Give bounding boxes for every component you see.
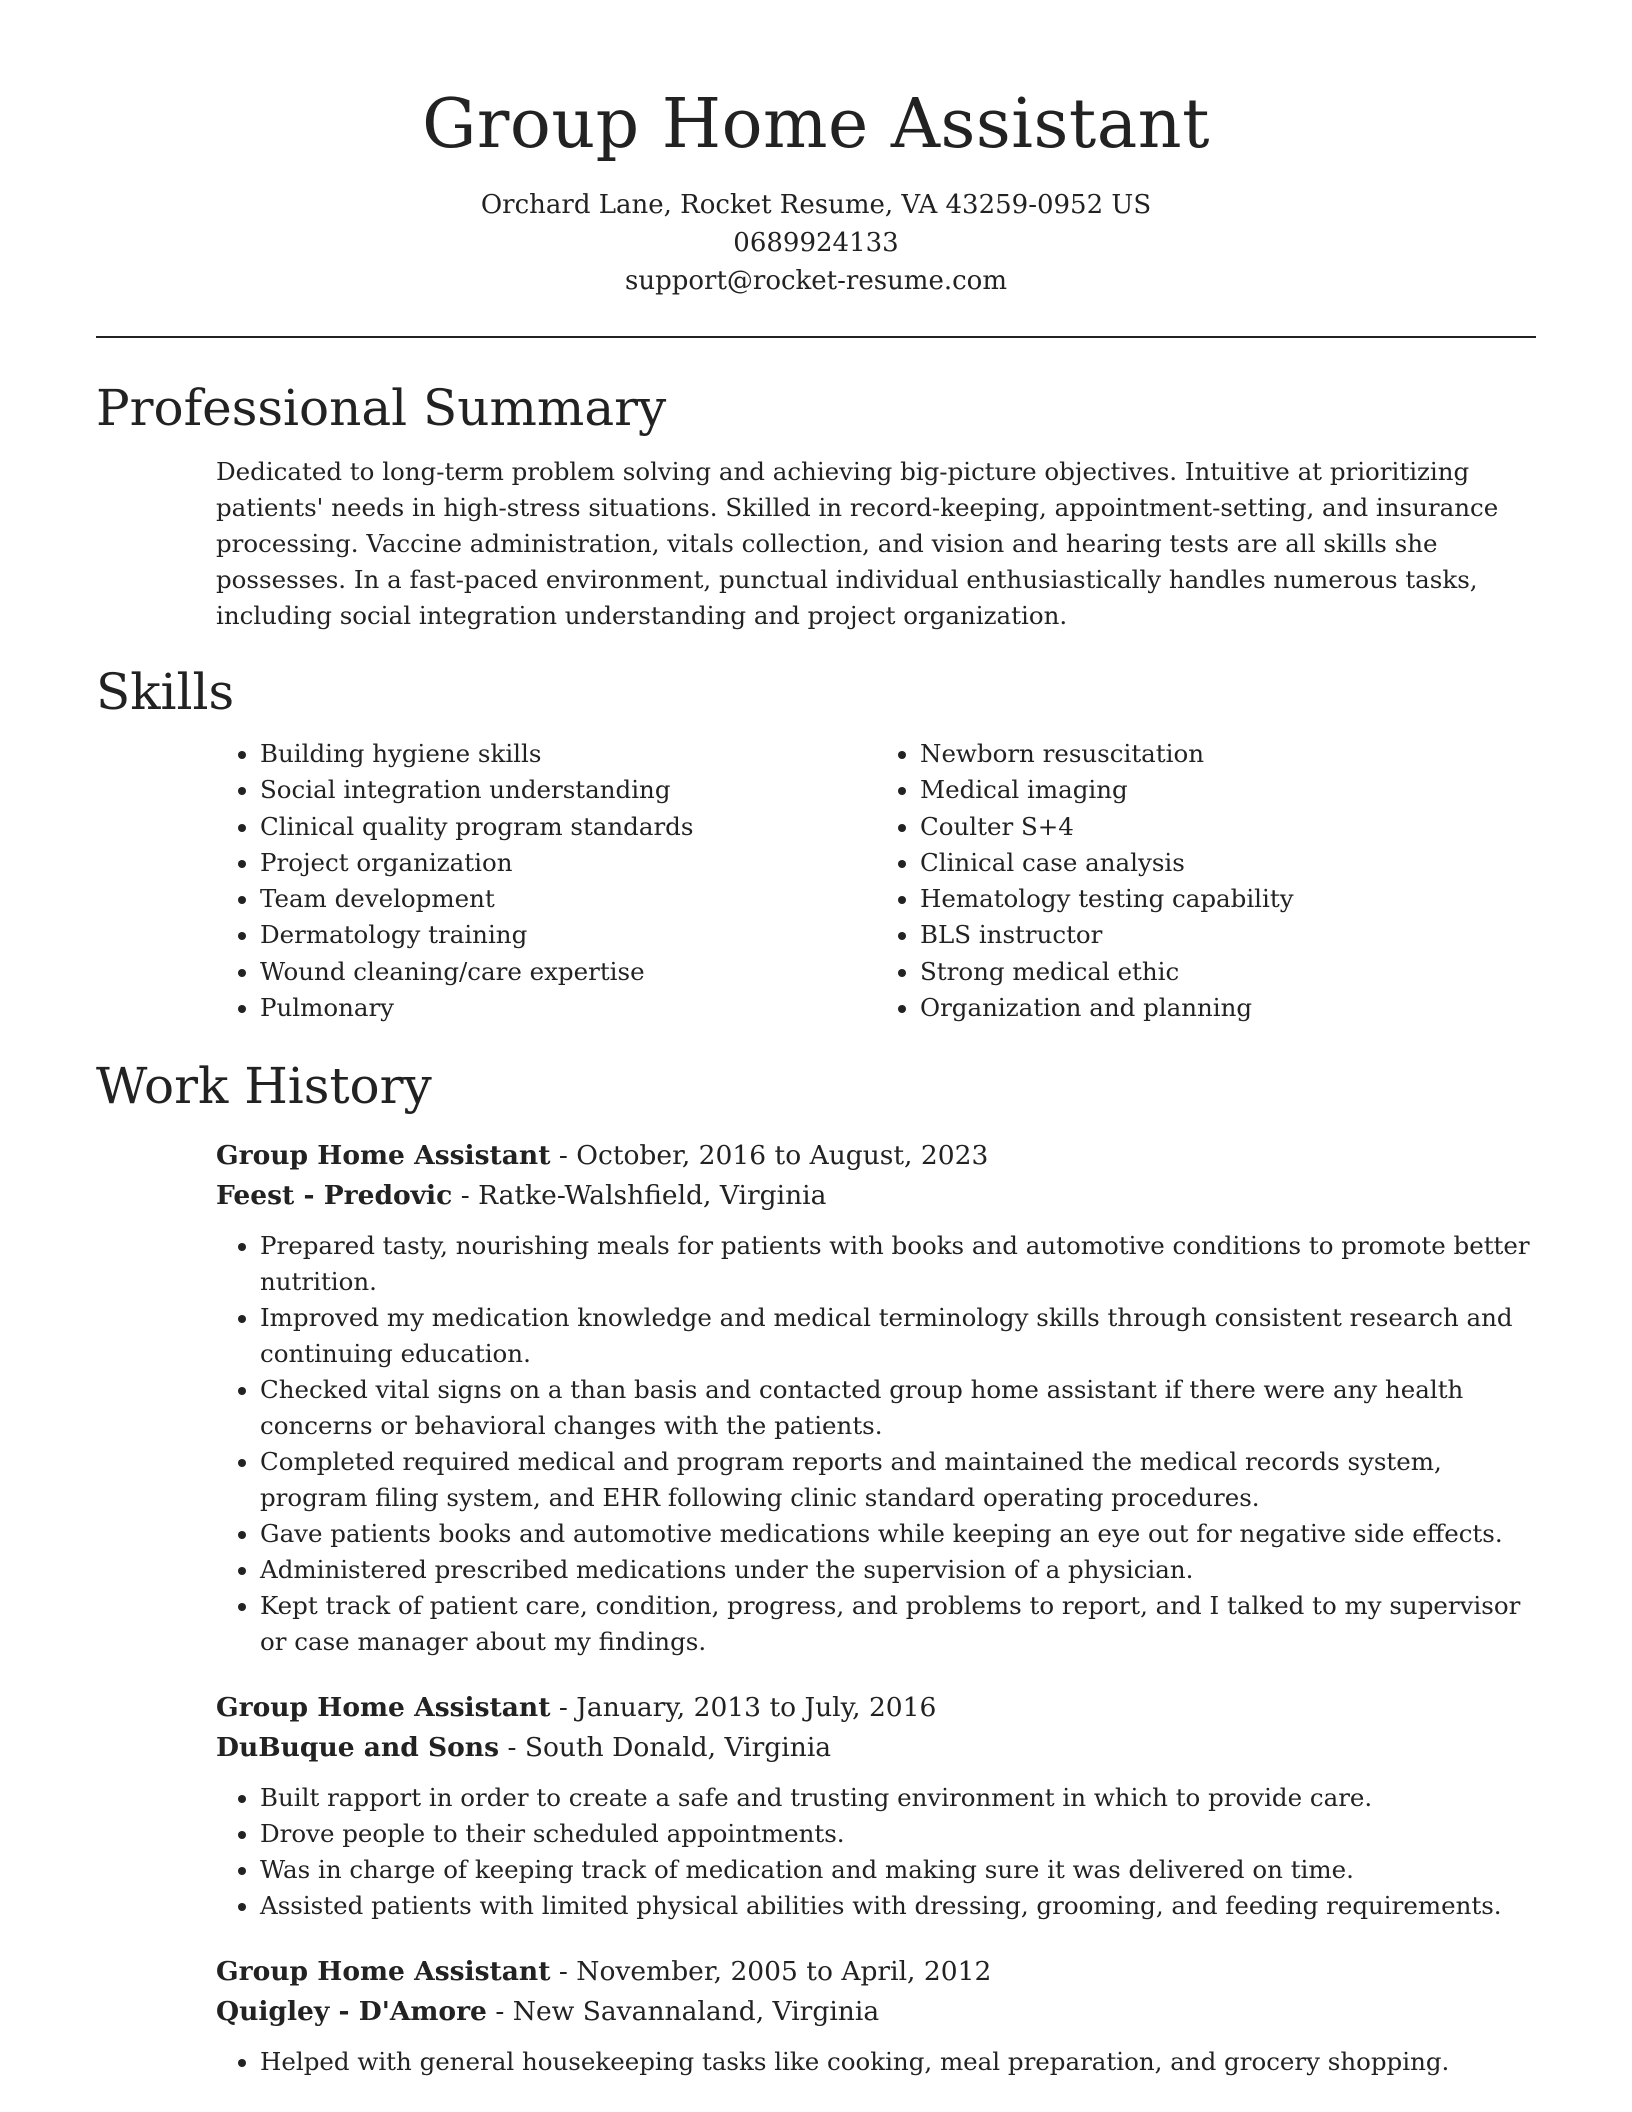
duty-item: • Helped with general housekeeping tasks like cooking, meal preparation, and grocery shopping.: [260, 2044, 1536, 2080]
job-title-line: [216, 1688, 1536, 1728]
job-entry: [216, 1688, 1536, 1924]
skill-item: • BLS instructor: [920, 917, 1536, 953]
skill-item: • Strong medical ethic: [920, 954, 1536, 990]
job-company: Quigley - D'Amore: [216, 1996, 487, 2028]
skill-item: • Team development: [260, 881, 876, 917]
resume-header: [96, 80, 1536, 300]
separator: -: [495, 1996, 513, 2028]
skill-item: • Medical imaging: [920, 772, 1536, 808]
job-company-line: [216, 1176, 1536, 1216]
skills-column-right: [876, 736, 1536, 1026]
job-duties: [216, 1780, 1536, 1924]
job-location: South Donald, Virginia: [524, 1732, 832, 1764]
job-location: New Savannaland, Virginia: [512, 1996, 880, 2028]
skill-item: • Social integration understanding: [260, 772, 876, 808]
separator: -: [558, 1692, 577, 1724]
separator: -: [558, 1956, 577, 1988]
skill-item: • Wound cleaning/care expertise: [260, 954, 876, 990]
skill-item: • Organization and planning: [920, 990, 1536, 1026]
work-history-heading: Work History: [96, 1057, 432, 1116]
duty-item: • Kept track of patient care, condition, progress, and problems to report, and I talked to my supervisor or case manager about my findings.: [260, 1588, 1536, 1660]
duty-item: • Administered prescribed medications under the supervision of a physician.: [260, 1552, 1536, 1588]
job-entry: [216, 1952, 1536, 2080]
skill-item: • Clinical quality program standards: [260, 809, 876, 845]
email-address: support@rocket-resume.com: [624, 266, 1007, 296]
job-location: Ratke-Walshfield, Virginia: [478, 1180, 827, 1212]
duty-item: • Built rapport in order to create a safe and trusting environment in which to provide care.: [260, 1780, 1536, 1816]
duty-item: • Checked vital signs on a than basis and contacted group home assistant if there were any health concerns or behavioral changes with the patients.: [260, 1372, 1536, 1444]
summary-text: Dedicated to long-term problem solving and achieving big-picture objectives. Intuitive at prioritizing patients' needs in high-stress situations. Skilled in record-keeping, appointment-setting, and insurance processing. Vaccine administration, vitals collection, and vision and hearing tests are all skills she possesses. In a fast-paced environment, punctual individual enthusiastically handles numerous tasks, including social integration understanding and project organization.: [216, 457, 1499, 630]
duty-item: • Drove people to their scheduled appointments.: [260, 1816, 1536, 1852]
separator: -: [460, 1180, 479, 1212]
phone-number: 0689924133: [733, 228, 899, 258]
duty-item: • Improved my medication knowledge and medical terminology skills through consistent research and continuing education.: [260, 1300, 1536, 1372]
job-title-line: [216, 1136, 1536, 1176]
skill-item: • Project organization: [260, 845, 876, 881]
skill-item: • Dermatology training: [260, 917, 876, 953]
job-dates: January, 2013 to July, 2016: [576, 1692, 937, 1724]
skill-item: • Coulter S+4: [920, 809, 1536, 845]
job-entry: [216, 1136, 1536, 1660]
job-dates: October, 2016 to August, 2023: [576, 1140, 989, 1172]
skill-item: • Hematology testing capability: [920, 881, 1536, 917]
skills-column-left: [216, 736, 876, 1026]
job-company: Feest - Predovic: [216, 1180, 453, 1212]
job-role: Group Home Assistant: [216, 1956, 551, 1988]
address: Orchard Lane, Rocket Resume, VA 43259-0952 US: [480, 190, 1152, 220]
job-duties: [216, 2044, 1536, 2080]
separator: -: [558, 1140, 577, 1172]
job-role: Group Home Assistant: [216, 1140, 551, 1172]
skill-item: • Pulmonary: [260, 990, 876, 1026]
contact-info: [96, 186, 1536, 300]
duty-item: • Was in charge of keeping track of medication and making sure it was delivered on time.: [260, 1852, 1536, 1888]
duty-item: • Assisted patients with limited physical abilities with dressing, grooming, and feeding requirements.: [260, 1888, 1536, 1924]
job-company: DuBuque and Sons: [216, 1732, 499, 1764]
job-dates: November, 2005 to April, 2012: [576, 1956, 992, 1988]
job-role: Group Home Assistant: [216, 1692, 551, 1724]
candidate-name: Group Home Assistant: [422, 85, 1210, 164]
skills-list: [216, 736, 1536, 1026]
skill-item: • Clinical case analysis: [920, 845, 1536, 881]
job-company-line: [216, 1992, 1536, 2032]
skill-item: • Building hygiene skills: [260, 736, 876, 772]
duty-item: • Completed required medical and program reports and maintained the medical records system, program filing system, and EHR following clinic standard operating procedures.: [260, 1444, 1536, 1516]
job-title-line: [216, 1952, 1536, 1992]
job-duties: [216, 1228, 1536, 1660]
job-company-line: [216, 1728, 1536, 1768]
resume-page: [96, 80, 1536, 2080]
duty-item: • Prepared tasty, nourishing meals for patients with books and automotive conditions to promote better nutrition.: [260, 1228, 1536, 1300]
header-divider: [96, 336, 1536, 338]
skill-item: • Newborn resuscitation: [920, 736, 1536, 772]
skills-heading: Skills: [96, 663, 235, 721]
summary-heading: Professional Summary: [96, 379, 667, 437]
duty-item: • Gave patients books and automotive medications while keeping an eye out for negative side effects.: [260, 1516, 1536, 1552]
separator: -: [507, 1732, 525, 1764]
